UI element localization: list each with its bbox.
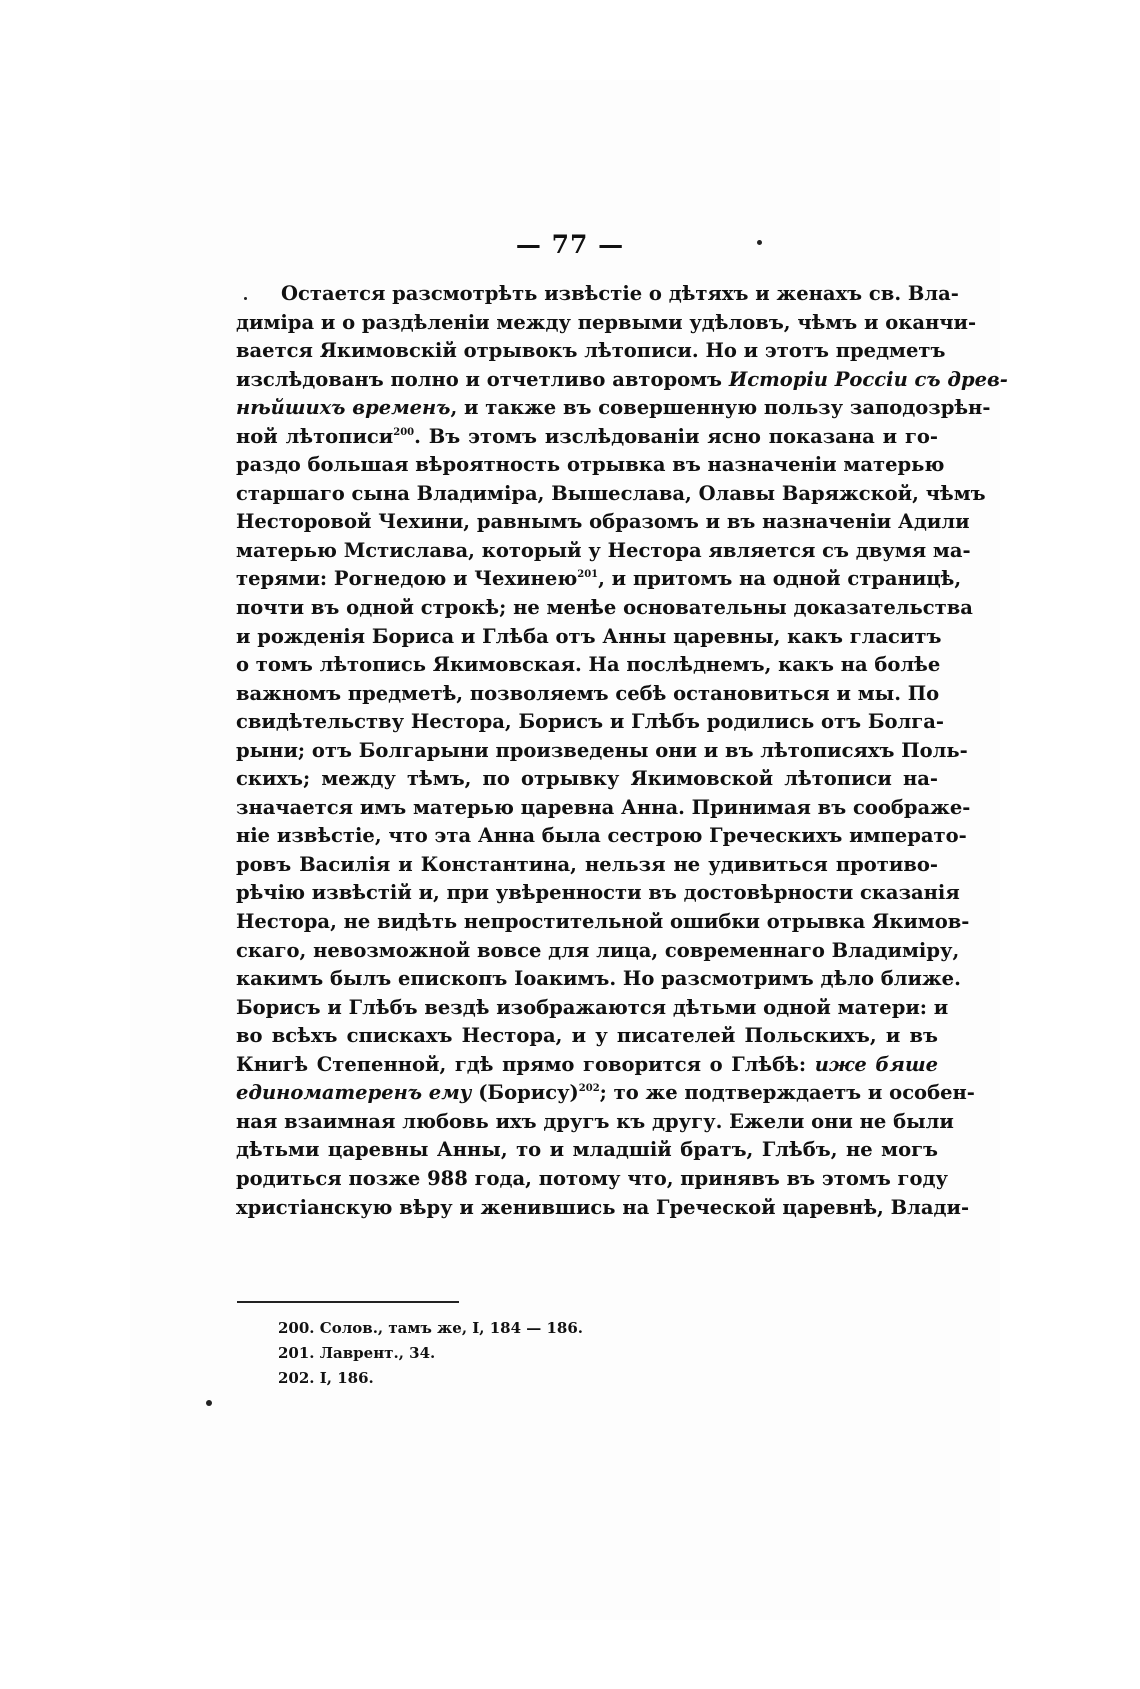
- italic-text: Исторіи Россіи съ древ-: [728, 367, 1008, 391]
- text-line: [236, 451, 945, 480]
- line-text: ной лѣтописи: [236, 424, 394, 448]
- line-text: . Въ этомъ изслѣдованіи ясно показана и го-: [414, 424, 938, 448]
- line-text: терями: Рогнедою и Чехинею: [236, 567, 578, 591]
- line-text: вается Якимовскій отрывокъ лѣтописи. Но и этотъ предметъ: [236, 339, 946, 363]
- text-line: [236, 309, 977, 338]
- line-text: родиться позже 988 года, потому что, принявъ въ этомъ году: [236, 1166, 948, 1190]
- line-text: значается имъ матерью царевна Анна. Принимая въ соображе-: [236, 795, 971, 819]
- scan-speck: [206, 1400, 212, 1406]
- text-line: [236, 280, 959, 309]
- text-line: [236, 851, 938, 880]
- line-text: ровъ Василія и Константина, нельзя не удивиться противо-: [236, 852, 938, 876]
- text-line: [236, 1194, 970, 1223]
- text-line: [236, 394, 991, 423]
- line-text: почти въ одной строкѣ; не менѣе основательны доказательства: [236, 596, 973, 620]
- footnote-200: 200. Солов., тамъ же, I, 184 — 186.: [278, 1319, 584, 1337]
- text-line: [236, 423, 938, 452]
- footnote-ref: 202: [578, 1083, 600, 1095]
- text-line: [236, 537, 971, 566]
- text-line: [236, 680, 938, 709]
- text-line: [236, 937, 960, 966]
- line-text: и рожденія Бориса и Глѣба отъ Анны царевны, какъ гласитъ: [236, 624, 942, 648]
- text-line: [236, 965, 961, 994]
- footnote-201: 201. Лаврент., 34.: [278, 1344, 436, 1362]
- main-paragraph: [236, 280, 1008, 1222]
- footnote-ref: 201: [577, 569, 599, 581]
- line-text: Остается разсмотрѣть извѣстіе о дѣтяхъ и женахъ св. Вла-: [281, 282, 959, 305]
- line-text: ная взаимная любовь ихъ другъ къ другу. Ежели они не были: [236, 1109, 954, 1133]
- line-text: (Борису): [471, 1081, 579, 1105]
- text-line: [236, 1108, 954, 1137]
- line-text: , и притомъ на одной страницѣ,: [598, 567, 962, 591]
- line-text: рѣчію извѣстій и, при увѣренности въ достовѣрности сказанія: [236, 881, 960, 905]
- text-line: [236, 623, 942, 652]
- line-text: христіанскую вѣру и женившись на Греческой царевнѣ, Влади-: [236, 1195, 970, 1219]
- text-line: [236, 1051, 938, 1080]
- text-line: [236, 794, 971, 823]
- text-line: [236, 708, 944, 737]
- text-line: [236, 565, 962, 594]
- line-text: , и также въ совершенную пользу заподозрѣн-: [450, 396, 991, 420]
- line-text: важномъ предметѣ, позволяемъ себѣ остановиться и мы. По: [236, 681, 940, 705]
- line-text: матерью Мстислава, который у Нестора является съ двумя ма-: [236, 538, 971, 562]
- text-line: [236, 908, 970, 937]
- text-line: [236, 765, 938, 794]
- line-text: во всѣхъ спискахъ Нестора, и у писателей Польскихъ, и въ: [236, 1024, 938, 1048]
- text-line: [236, 594, 973, 623]
- line-text: ; то же подтверждаетъ и особен-: [599, 1081, 975, 1105]
- italic-text: иже бяше: [814, 1052, 938, 1076]
- line-text: ніе извѣстіе, что эта Анна была сестрою Греческихъ императо-: [236, 824, 967, 848]
- page-number: — 77 —: [515, 230, 625, 259]
- line-text: диміра и о раздѣленіи между первыми удѣловъ, чѣмъ и оканчи-: [236, 310, 977, 334]
- text-line: [236, 1165, 948, 1194]
- line-text: рыни; отъ Болгарыни произведены они и въ лѣтописяхъ Поль-: [236, 738, 968, 762]
- text-line: [236, 1079, 975, 1108]
- text-line: [236, 994, 949, 1023]
- line-text: раздо большая вѣроятность отрывка въ назначеніи матерью: [236, 453, 945, 477]
- line-text: о томъ лѣтопись Якимовская. На послѣднемъ, какъ на болѣе: [236, 653, 941, 677]
- text-line: [236, 651, 941, 680]
- italic-text: единоматеренъ ему: [236, 1081, 472, 1105]
- text-line: [236, 879, 960, 908]
- line-text: Нестора, не видѣть непростительной ошибки отрывка Якимов-: [236, 910, 970, 934]
- text-line: [236, 1136, 938, 1165]
- footnote-ref: 200: [393, 426, 415, 438]
- text-line: [236, 737, 968, 766]
- scan-speck: [244, 297, 247, 300]
- text-line: [236, 366, 1008, 395]
- line-text: скихъ; между тѣмъ, по отрывку Якимовской лѣтописи на-: [236, 767, 938, 791]
- footnote-separator: [237, 1301, 459, 1303]
- line-text: свидѣтельству Нестора, Борисъ и Глѣбъ родились отъ Болга-: [236, 710, 944, 734]
- text-line: [236, 1022, 938, 1051]
- footnotes: [278, 1316, 583, 1391]
- line-text: дѣтьми царевны Анны, то и младшій братъ, Глѣбъ, не могъ: [236, 1138, 938, 1162]
- line-text: изслѣдованъ полно и отчетливо авторомъ: [236, 367, 729, 391]
- line-text: Борисъ и Глѣбъ вездѣ изображаются дѣтьми одной матери: и: [236, 995, 949, 1019]
- line-text: скаго, невозможной вовсе для лица, современнаго Владиміру,: [236, 938, 960, 962]
- line-text: Несторовой Чехини, равнымъ образомъ и въ назначеніи Адили: [236, 510, 970, 534]
- text-line: [236, 822, 967, 851]
- italic-text: нѣйшихъ временъ: [236, 396, 451, 420]
- line-text: старшаго сына Владиміра, Вышеслава, Олавы Варяжской, чѣмъ: [236, 481, 986, 505]
- text-line: [236, 337, 946, 366]
- line-text: какимъ былъ епископъ Іоакимъ. Но разсмотримъ дѣло ближе.: [236, 967, 961, 991]
- text-line: [236, 480, 986, 509]
- line-text: Книгѣ Степенной, гдѣ прямо говорится о Глѣбѣ:: [236, 1052, 815, 1076]
- footnote-202: 202. I, 186.: [278, 1369, 374, 1387]
- text-line: [236, 508, 970, 537]
- scan-speck: [757, 240, 762, 245]
